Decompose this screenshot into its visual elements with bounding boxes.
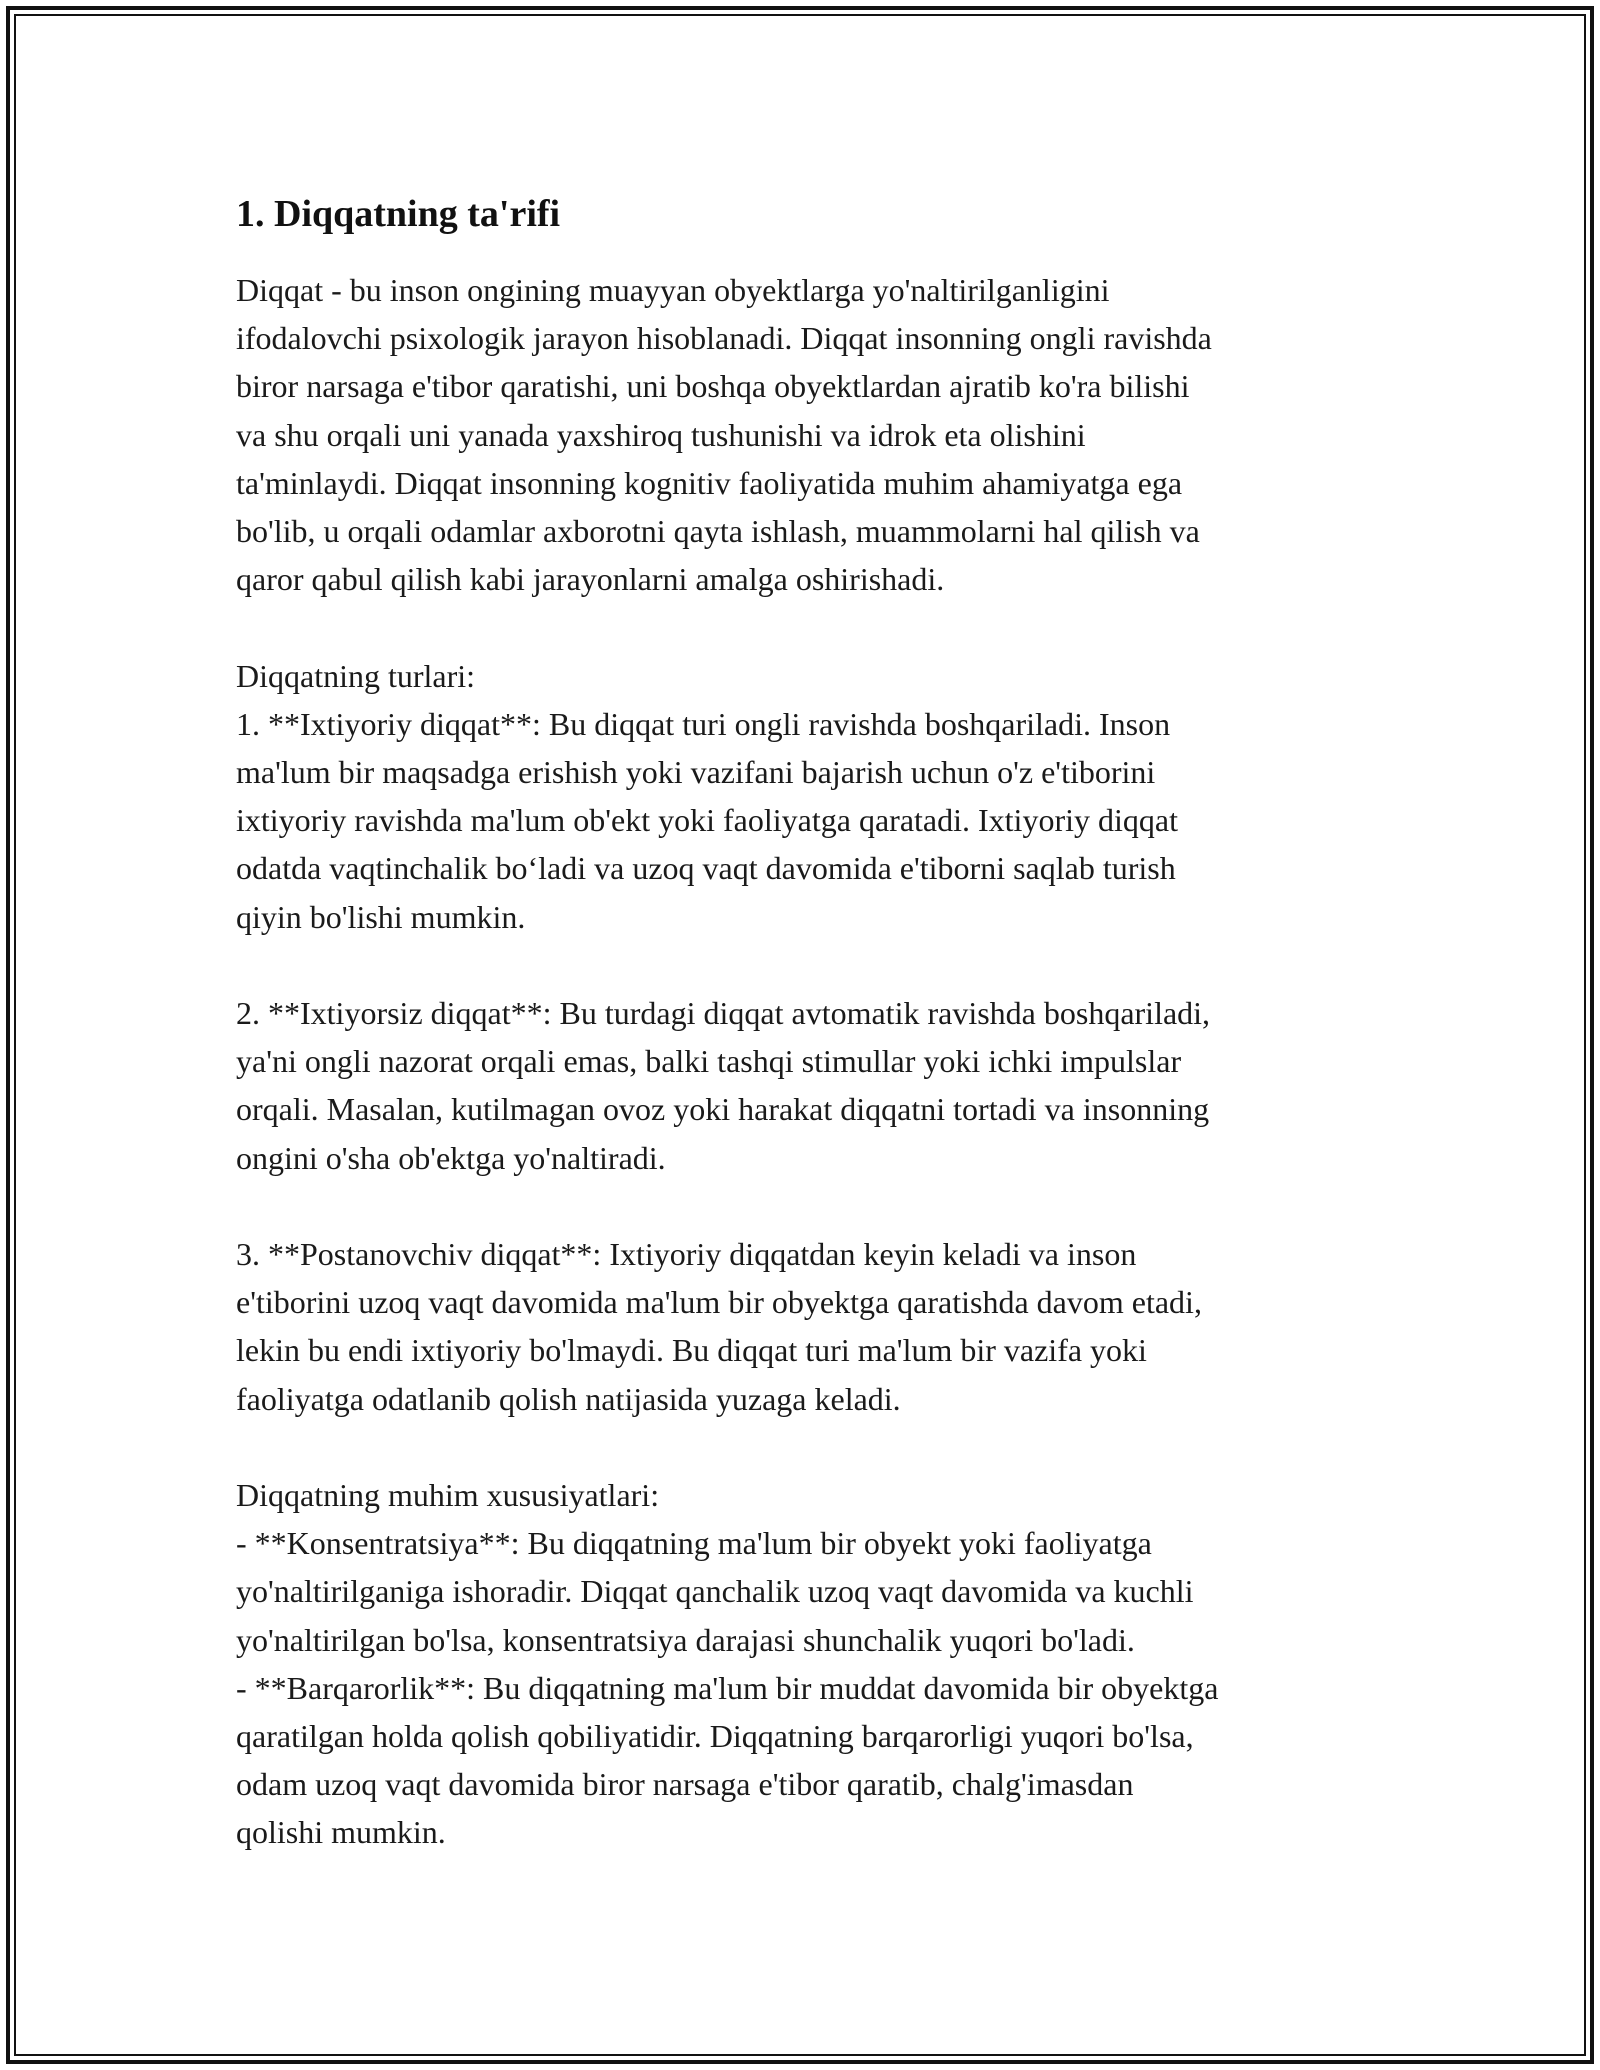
text-line: biror narsaga e'tibor qaratishi, uni boshqa obyektlardan ajratib ko'ra bilishi — [236, 368, 1190, 405]
text-line: ixtiyoriy ravishda ma'lum ob'ekt yoki faoliyatga qaratadi. Ixtiyoriy diqqat — [236, 802, 1178, 839]
text-line: ya'ni ongli nazorat orqali emas, balki tashqi stimullar yoki ichki impulslar — [236, 1043, 1182, 1080]
text-line: qaratilgan holda qolish qobiliyatidir. Diqqatning barqarorligi yuqori bo'lsa, — [236, 1718, 1194, 1755]
text-line: 1. **Ixtiyoriy diqqat**: Bu diqqat turi ongli ravishda boshqariladi. Inson — [236, 705, 1171, 742]
text-line: va shu orqali uni yanada yaxshiroq tushunishi va idrok eta olishini — [236, 416, 1086, 453]
text-line: Diqqatning muhim xususiyatlari: — [236, 1477, 660, 1514]
text-line: odam uzoq vaqt davomida biror narsaga e'tibor qaratib, chalg'imasdan — [236, 1766, 1134, 1803]
text-line: lekin bu endi ixtiyoriy bo'lmaydi. Bu diqqat turi ma'lum bir vazifa yoki — [236, 1332, 1147, 1369]
text-line: yo'naltirilganiga ishoradir. Diqqat qanchalik uzoq vaqt davomida va kuchli — [236, 1573, 1194, 1610]
text-line: qiyin bo'lishi mumkin. — [236, 898, 526, 935]
blank-line — [236, 603, 1376, 651]
blank-line — [236, 1182, 1376, 1230]
text-line: ta'minlaydi. Diqqat insonning kognitiv faoliyatida muhim ahamiyatga ega — [236, 464, 1183, 501]
document-body — [236, 186, 1376, 1857]
text-line: Diqqatning turlari: — [236, 657, 476, 694]
text-line: orqali. Masalan, kutilmagan ovoz yoki harakat diqqatni tortadi va insonning — [236, 1091, 1210, 1128]
text-line: 2. **Ixtiyorsiz diqqat**: Bu turdagi diqqat avtomatik ravishda boshqariladi, — [236, 995, 1211, 1032]
text-line: bo'lib, u orqali odamlar axborotni qayta ishlash, muammolarni hal qilish va — [236, 513, 1200, 550]
text-line: odatda vaqtinchalik bo‘ladi va uzoq vaqt davomida e'tiborni saqlab turish — [236, 850, 1176, 887]
section-heading: 1. Diqqatning ta'rifi — [236, 193, 561, 235]
document-text — [236, 266, 1376, 1857]
text-line: faoliyatga odatlanib qolish natijasida yuzaga keladi. — [236, 1380, 901, 1417]
text-line: - **Barqarorlik**: Bu diqqatning ma'lum bir muddat davomida bir obyektga — [236, 1669, 1219, 1706]
text-line: ma'lum bir maqsadga erishish yoki vazifani bajarish uchun o'z e'tiborini — [236, 754, 1156, 791]
text-line: yo'naltirilgan bo'lsa, konsentratsiya darajasi shunchalik yuqori bo'ladi. — [236, 1621, 1135, 1658]
blank-line — [236, 1423, 1376, 1471]
text-line: - **Konsentratsiya**: Bu diqqatning ma'lum bir obyekt yoki faoliyatga — [236, 1525, 1152, 1562]
text-line: Diqqat - bu inson ongining muayyan obyektlarga yo'naltirilganligini — [236, 272, 1110, 308]
text-line: ifodalovchi psixologik jarayon hisoblanadi. Diqqat insonning ongli ravishda — [236, 320, 1212, 357]
text-line: ongini o'sha ob'ektga yo'naltiradi. — [236, 1139, 666, 1176]
blank-line — [236, 941, 1376, 989]
text-line: qolishi mumkin. — [236, 1814, 446, 1851]
text-line: 3. **Postanovchiv diqqat**: Ixtiyoriy diqqatdan keyin keladi va inson — [236, 1236, 1137, 1273]
text-line: e'tiborini uzoq vaqt davomida ma'lum bir obyektga qaratishda davom etadi, — [236, 1284, 1202, 1321]
text-line: qaror qabul qilish kabi jarayonlarni amalga oshirishadi. — [236, 561, 945, 598]
